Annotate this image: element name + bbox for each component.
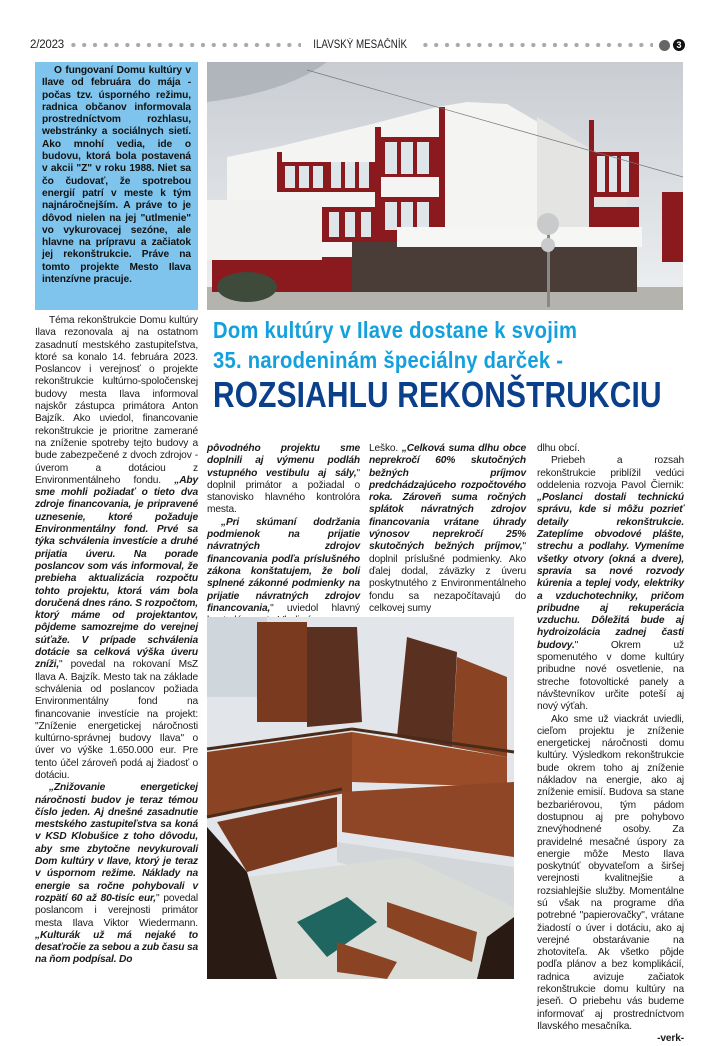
text-run: " Okrem už spomenutého v dome kultúry pribudne nové osvetlenie, na streche fotovoltické panely a návštevníkov určite poteší aj nový výťah.	[537, 639, 684, 713]
text-run: Leško.	[369, 443, 402, 454]
article-column-3	[369, 443, 526, 615]
text-run: " doplnil primátor a požiadal o stanovisko hlavného kontrolóra mesta.	[207, 467, 360, 516]
quote: „Znižovanie energetickej náročnosti budov je teraz témou číslo jeden. Aj dnešné zasadnutie mestského zastupiteľstva sa koná v KSD Klobušice z toho dôvodu, aby sme zbytočne nevykurovali Dom kultúry v Ilave, ktorý je teraz v úspornom režime. Náklady na energie sa ročne pohybovali v rozpätí 60 až 80-tisíc eur,	[35, 782, 198, 904]
author-signature: -verk-	[657, 1033, 684, 1045]
paragraph	[207, 517, 360, 628]
paragraph	[207, 443, 360, 517]
paragraph	[369, 443, 526, 615]
text-run: Téma rekonštrukcie Domu kultúry Ilava rezonovala aj na ostatnom zasadnutí mestského zastupiteľstva, ktoré sa konalo 14. februára 2023. Poslancov i verejnosť o projekte rekonštrukcie kultúrno-spoločenskej budovy mesta Ilava informoval najskôr zástupca primátora Anton Bajzík. Ako uviedol, financovanie rekonštrukcie je prioritne zamerané na zníženie spotreby tejto budovy a bude zabezpečené z dvoch zdrojov - úverom a dotáciou z Environmentálneho fondu.	[35, 315, 198, 486]
quote: „Celková suma dlhu obce neprekročí 60% skutočných bežných príjmov predchádzajúceho rozpočtového roka. Zároveň suma ročných splátok návratných zdrojov financovania vrátane úhrady výnosov neprekročí 25% skutočných bežných príjmov,	[369, 443, 526, 553]
quote: „Poslanci dostali technickú správu, kde si môžu pozrieť detaily rekonštrukcie. Zateplíme obvodové plášte, strechu a podlahy. Vymeníme všetky otvory (okná a dvere), spravia sa nové rozvody kúrenia a teplej vody, elektriky a vzduchotechniky, pričom pribudne aj rekuperácia vzduchu. Dôležitá bude aj hydroizolácia zadnej časti budovy.	[537, 492, 684, 651]
page-number: 3	[673, 39, 685, 51]
text-run: " doplnil príslušné podmienky. Ako ďalej dodal, záväzky z úveru poskytnutého z Environmentálneho fondu sa nezapočítavajú do celkovej sumy	[369, 541, 526, 614]
headline-line-1: Dom kultúry v Ilave dostane k svojim	[213, 317, 578, 343]
dotted-rule	[420, 42, 653, 48]
quote: pôvodného projektu sme doplnili aj výmenu podláh vstupného vestibulu aj sály,	[207, 443, 360, 479]
dotted-rule	[68, 42, 301, 48]
article-column-1	[35, 315, 198, 967]
building-exterior-photo	[207, 62, 683, 310]
intro-infobox	[35, 62, 198, 310]
issue-number: 2/2023	[30, 39, 64, 51]
quote: „Aby sme mohli požiadať o tieto dva zdroje financovania, je pripravené uznesenie, ktoré požaduje Environmentálny fond. Prvé sa týka schválenia investície a druhé prijatia úveru. Na porade poslancov som vás informoval, že prebieha aktualizácia rozpočtu tohto projektu, ktorá vám bola doručená dnes ráno. S rozpočtom, ktorý máme od projektantov, pôjdeme samozrejme do verejnej súťaže. V prípade schválenia dotácie sa celková výška úveru zníži,	[35, 474, 198, 671]
magazine-title: ILAVSKÝ MESAČNÍK	[313, 39, 408, 51]
article-column-4	[537, 443, 684, 1046]
paragraph: Ako sme už viackrát uviedli, cieľom projektu je zníženie energetickej náročnosti domu kultúry. Výsledkom rekonštrukcie bude okrem toho aj zníženie nákladov na energie, ako aj zníženie emisií. Budova sa stane bezbariérovou, tým pádom dostupnou aj pre pohybovo znevýhodnené osoby. Za pravidelné mesačné úspory za energie môže Mesto Ilava poskytnúť obyvateľom a širšej verejnosti kvalitnejšie a rozsiahlejšie služby. Momentálne sú však na programe dňa potrebné "papierovačky", vrátane žiadostí o úver i dotáciu, ako aj verejné obstarávanie na zhotoviteľa. Ak všetko pôjde podľa plánov a bez komplikácií, radnica avizuje začiatok rekonštrukcie domu kultúry na jeseň. O priebehu vás budeme informovať aj prostredníctvom Ilavského mesačníka.	[537, 713, 684, 1032]
building-illustration	[207, 62, 683, 310]
paragraph	[35, 782, 198, 966]
page-header	[30, 38, 685, 52]
interior-staircase-photo	[207, 617, 514, 979]
text-run: " uviedol hlavný	[270, 602, 360, 614]
quote: „Kulturák už má nejaké to desaťročie za sebou a zub času sa na ňom podpísal. Do	[35, 929, 198, 966]
text-run: Priebeh a rozsah rekonštrukcie priblížil vedúci oddelenia rozvoja Pavol Čiernik:	[537, 455, 684, 491]
quote: „Pri skúmaní dodržania podmienok na prijatie návratných zdrojov financovania podľa príslušného zákona konštatujem, že boli splnené zákonné podmienky na prijatie návratných zdrojov financovania,	[207, 516, 360, 614]
article-headline	[213, 315, 693, 416]
text-run: " povedal poslancom i verejnosti primátor mesta Ilava Viktor Wiedermann.	[35, 892, 198, 929]
article-column-2	[207, 443, 360, 627]
text-run: " povedal na rokovaní MsZ Ilava A. Bajzík. Mesto tak na základe schválenia od poslancov požiada Environmentálny fond na financovanie investície na projekt: "Zníženie energetickej náročnosti kultúrno-správnej budovy Ilava" o úver vo výške 1.650.000 eur. Pre tento účel zároveň podá aj žiadosť o dotáciu.	[35, 659, 198, 781]
headline-line-2: 35. narodeninám špeciálny darček -	[213, 347, 564, 373]
staircase-illustration	[207, 617, 514, 979]
paragraph	[537, 455, 684, 713]
infobox-text: O fungovaní Domu kultúry v Ilave od februára do mája - počas tzv. úsporného režimu, radnica občanov informovala prostredníctvom rozhlasu, webstránky a sociálnych sietí. Ako mnohí vedia, ide o budovu, ktorá bola postavená v akcii "Z" v roku 1988. Niet sa čo čudovať, že spotrebou energií patrí v meste k tým najnáročnejším. A práve to je dôvod nielen na jej "utlmenie" vo vykurovacej sezóne, ale hlavne na prípravu a začiatok jej rekonštrukcie. Práve na tomto projekte Mesto Ilava intenzívne pracuje.	[42, 65, 191, 286]
headline-line-3: ROZSIAHLU REKONŠTRUKCIU	[213, 374, 662, 415]
paragraph	[35, 315, 198, 782]
paragraph: dlhu obcí.	[537, 443, 580, 454]
dot-decoration	[659, 40, 670, 51]
